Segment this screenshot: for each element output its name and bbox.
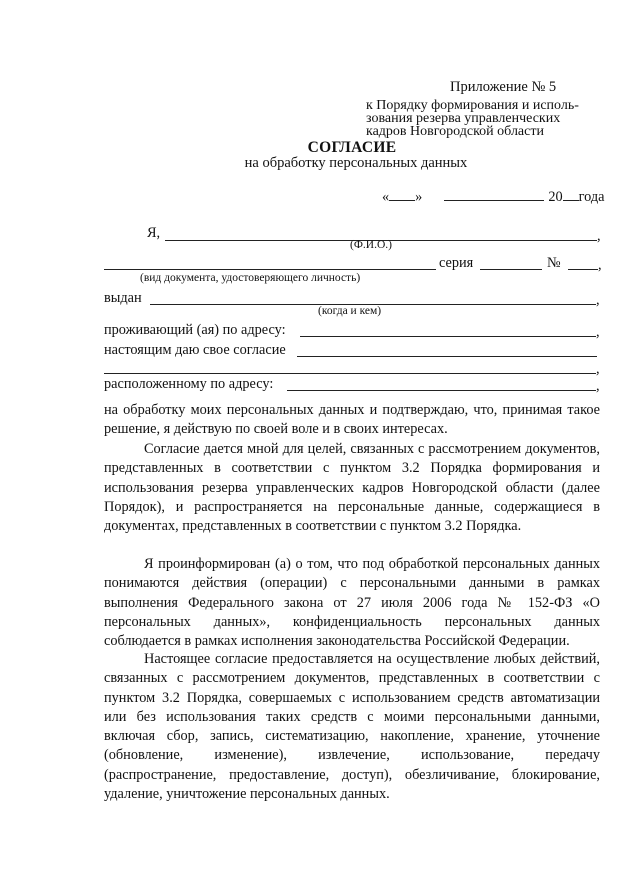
residing-comma: , bbox=[596, 324, 600, 340]
document-title: СОГЛАСИЕ bbox=[307, 139, 397, 156]
year-blank[interactable] bbox=[563, 190, 579, 201]
issued-comma: , bbox=[596, 292, 600, 308]
recipient-continuation-blank[interactable] bbox=[104, 363, 596, 374]
residing-address-blank[interactable] bbox=[300, 326, 596, 337]
year-prefix: 20 bbox=[548, 189, 563, 205]
located-comma: , bbox=[596, 378, 600, 394]
appendix-line-1: к Порядку формирования и исполь- bbox=[366, 98, 579, 113]
residing-label: проживающий (ая) по адресу: bbox=[104, 322, 286, 338]
continuation-comma: , bbox=[596, 361, 600, 377]
document-hint: (вид документа, удостоверяющего личность) bbox=[140, 272, 361, 284]
fio-comma: , bbox=[597, 228, 601, 244]
appendix-line-3: кадров Новгородской области bbox=[366, 124, 544, 139]
number-comma: , bbox=[598, 257, 602, 273]
series-label: серия bbox=[439, 255, 474, 271]
date-line bbox=[382, 189, 604, 206]
consent-recipient-blank[interactable] bbox=[297, 346, 597, 357]
appendix-line-2: зования резерва управленческих bbox=[366, 111, 561, 126]
series-blank[interactable] bbox=[480, 259, 542, 270]
paragraph-3: Я проинформирован (а) о том, что под обработкой персональных данных понимаются действия (операции) с персональными данными в рамках выполнения Федерального закона от 27 июля 2006 года № 152-ФЗ «О персональных данных», конфиденциальность персональных данных соблюдается в рамках исполнения законодательства Российской Федерации. bbox=[104, 556, 600, 650]
issued-label: выдан bbox=[104, 290, 142, 306]
located-address-blank[interactable] bbox=[287, 380, 596, 391]
document-subtitle: на обработку персональных данных bbox=[244, 155, 468, 171]
date-open-quote: « bbox=[382, 189, 390, 205]
number-label: № bbox=[547, 255, 561, 271]
paragraph-4: Настоящее согласие предоставляется на осуществление любых действий, связанных с рассмотрением документов, представленных в соответствии с пунктом 3.2 Порядка, совершаемых с использованием средств автоматизации или без использования таких средств с моими персональными данными, включая сбор, запись, систематизацию, накопление, хранение, уточнение (обновление, изменение), извлечение, использование, передачу (распространение, предоставление, доступ), обезличивание, блокирование, удаление, уничтожение персональных данных. bbox=[104, 651, 600, 803]
i-label: Я, bbox=[147, 225, 161, 241]
issued-blank[interactable] bbox=[150, 294, 596, 305]
document-type-blank[interactable] bbox=[104, 259, 436, 270]
paragraph-1: на обработку моих персональных данных и подтверждаю, что, принимая такое решение, я действую по своей воле и в своих интересах. bbox=[104, 402, 600, 438]
located-label: расположенному по адресу: bbox=[104, 376, 274, 392]
number-blank[interactable] bbox=[568, 259, 598, 270]
month-blank[interactable] bbox=[444, 190, 544, 201]
date-close-quote: » bbox=[415, 189, 423, 205]
issued-hint: (когда и кем) bbox=[318, 305, 382, 317]
consent-label: настоящим даю свое согласие bbox=[104, 342, 286, 358]
fio-hint: (Ф.И.О.) bbox=[350, 239, 392, 251]
year-suffix: года bbox=[578, 189, 605, 205]
appendix-title: Приложение № 5 bbox=[450, 79, 557, 95]
paragraph-2: Согласие дается мной для целей, связанных с рассмотрением документов, представленных в соответствии с пунктом 3.2 Порядка формирования и использования резерва управленческих кадров Новгородской области (далее Порядок), и распространяется на персональные данные, содержащиеся в документах, представленных в соответствии с пунктом 3.2 Порядка. bbox=[104, 441, 600, 535]
day-blank[interactable] bbox=[389, 190, 415, 201]
